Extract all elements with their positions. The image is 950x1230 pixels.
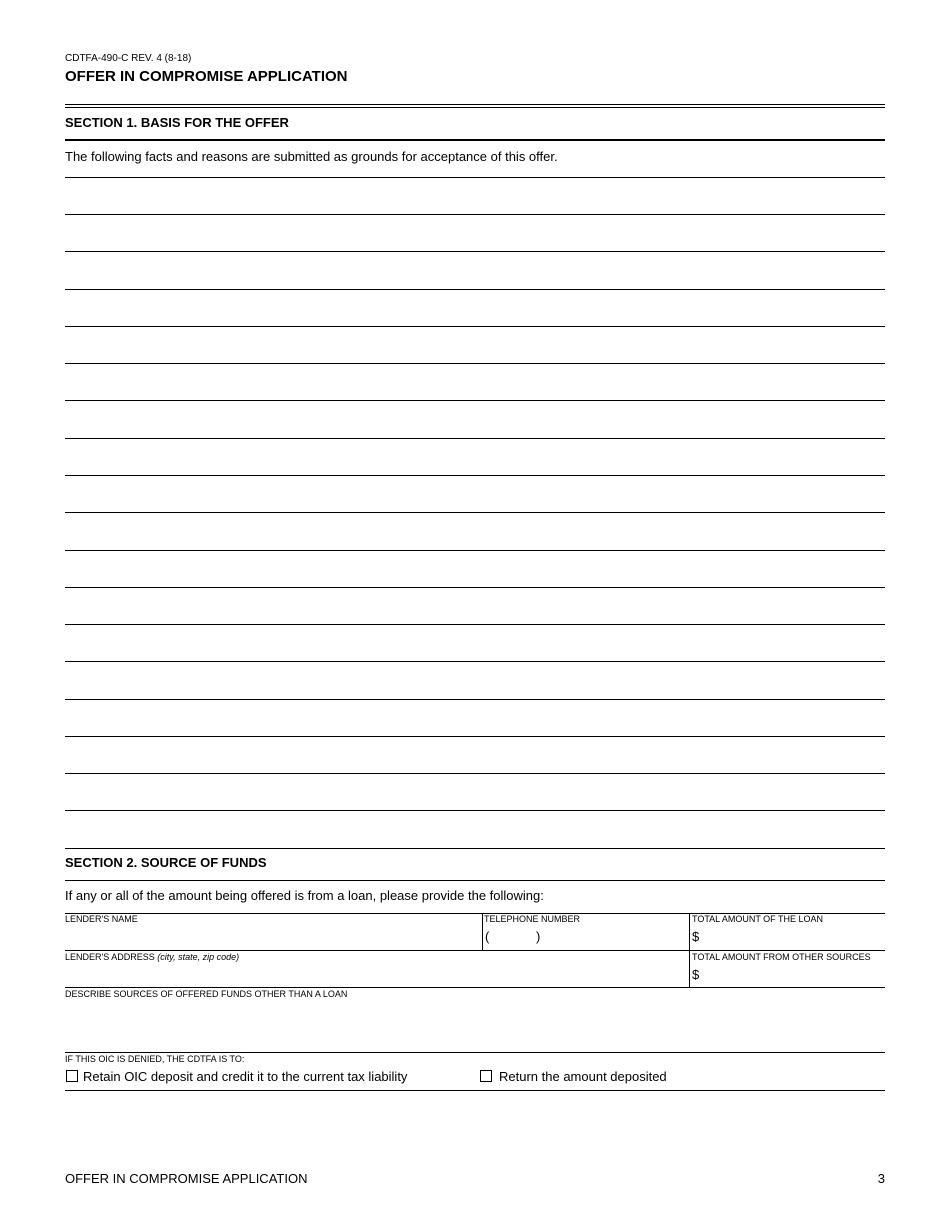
writing-line bbox=[65, 512, 885, 513]
section-1-intro: The following facts and reasons are submitted as grounds for acceptance of this offer. bbox=[65, 149, 558, 164]
section-2-rule bbox=[65, 880, 885, 881]
return-deposit-checkbox[interactable] bbox=[480, 1070, 492, 1082]
telephone-field[interactable] bbox=[484, 913, 688, 950]
telephone-label: TELEPHONE NUMBER bbox=[484, 914, 581, 924]
writing-line bbox=[65, 736, 885, 737]
telephone-open-paren: ( bbox=[485, 929, 490, 944]
writing-line bbox=[65, 289, 885, 290]
header-double-rule bbox=[65, 104, 885, 108]
dollar-sign: $ bbox=[692, 929, 700, 944]
section-1-heading: SECTION 1. BASIS FOR THE OFFER bbox=[65, 115, 289, 130]
retain-deposit-label: Retain OIC deposit and credit it to the current tax liability bbox=[83, 1069, 408, 1084]
writing-line bbox=[65, 475, 885, 476]
writing-line bbox=[65, 438, 885, 439]
writing-line bbox=[65, 773, 885, 774]
form-number: CDTFA-490-C REV. 4 (8-18) bbox=[65, 53, 192, 64]
lenders-address-field[interactable] bbox=[65, 950, 687, 987]
total-other-label: TOTAL AMOUNT FROM OTHER SOURCES bbox=[692, 952, 871, 962]
writing-line bbox=[65, 661, 885, 662]
page-number: 3 bbox=[877, 1171, 885, 1186]
dollar-sign: $ bbox=[692, 967, 700, 982]
total-loan-label: TOTAL AMOUNT OF THE LOAN bbox=[692, 914, 824, 924]
writing-line bbox=[65, 251, 885, 252]
grid-divider bbox=[482, 913, 483, 950]
writing-line bbox=[65, 177, 885, 178]
describe-sources-field[interactable] bbox=[65, 987, 885, 1051]
section-2-intro: If any or all of the amount being offered is from a loan, please provide the following: bbox=[65, 888, 544, 903]
writing-line bbox=[65, 363, 885, 364]
retain-deposit-checkbox[interactable] bbox=[66, 1070, 78, 1082]
describe-bottom-rule bbox=[65, 1052, 885, 1053]
writing-line bbox=[65, 587, 885, 588]
total-loan-field[interactable] bbox=[691, 913, 885, 950]
total-other-sources-field[interactable] bbox=[691, 950, 885, 987]
writing-line bbox=[65, 848, 885, 849]
writing-line bbox=[65, 810, 885, 811]
lenders-address-label: LENDER'S ADDRESS (city, state, zip code) bbox=[65, 952, 240, 962]
writing-line bbox=[65, 400, 885, 401]
writing-line bbox=[65, 214, 885, 215]
writing-line bbox=[65, 699, 885, 700]
denied-label: IF THIS OIC IS DENIED, THE CDTFA IS TO: bbox=[65, 1054, 245, 1064]
lenders-address-hint: (city, state, zip code) bbox=[157, 952, 240, 962]
form-title: OFFER IN COMPROMISE APPLICATION bbox=[65, 68, 348, 85]
lenders-name-field[interactable] bbox=[65, 913, 481, 950]
options-bottom-rule bbox=[65, 1090, 885, 1091]
writing-line bbox=[65, 326, 885, 327]
telephone-close-paren: ) bbox=[536, 929, 541, 944]
writing-line bbox=[65, 550, 885, 551]
return-deposit-label: Return the amount deposited bbox=[499, 1069, 667, 1084]
describe-sources-label: DESCRIBE SOURCES OF OFFERED FUNDS OTHER THAN A LOAN bbox=[65, 989, 348, 999]
lenders-name-label: LENDER'S NAME bbox=[65, 914, 138, 924]
writing-line bbox=[65, 624, 885, 625]
section-1-rule bbox=[65, 139, 885, 141]
footer-title: OFFER IN COMPROMISE APPLICATION bbox=[65, 1171, 308, 1186]
section-2-heading: SECTION 2. SOURCE OF FUNDS bbox=[65, 855, 267, 870]
